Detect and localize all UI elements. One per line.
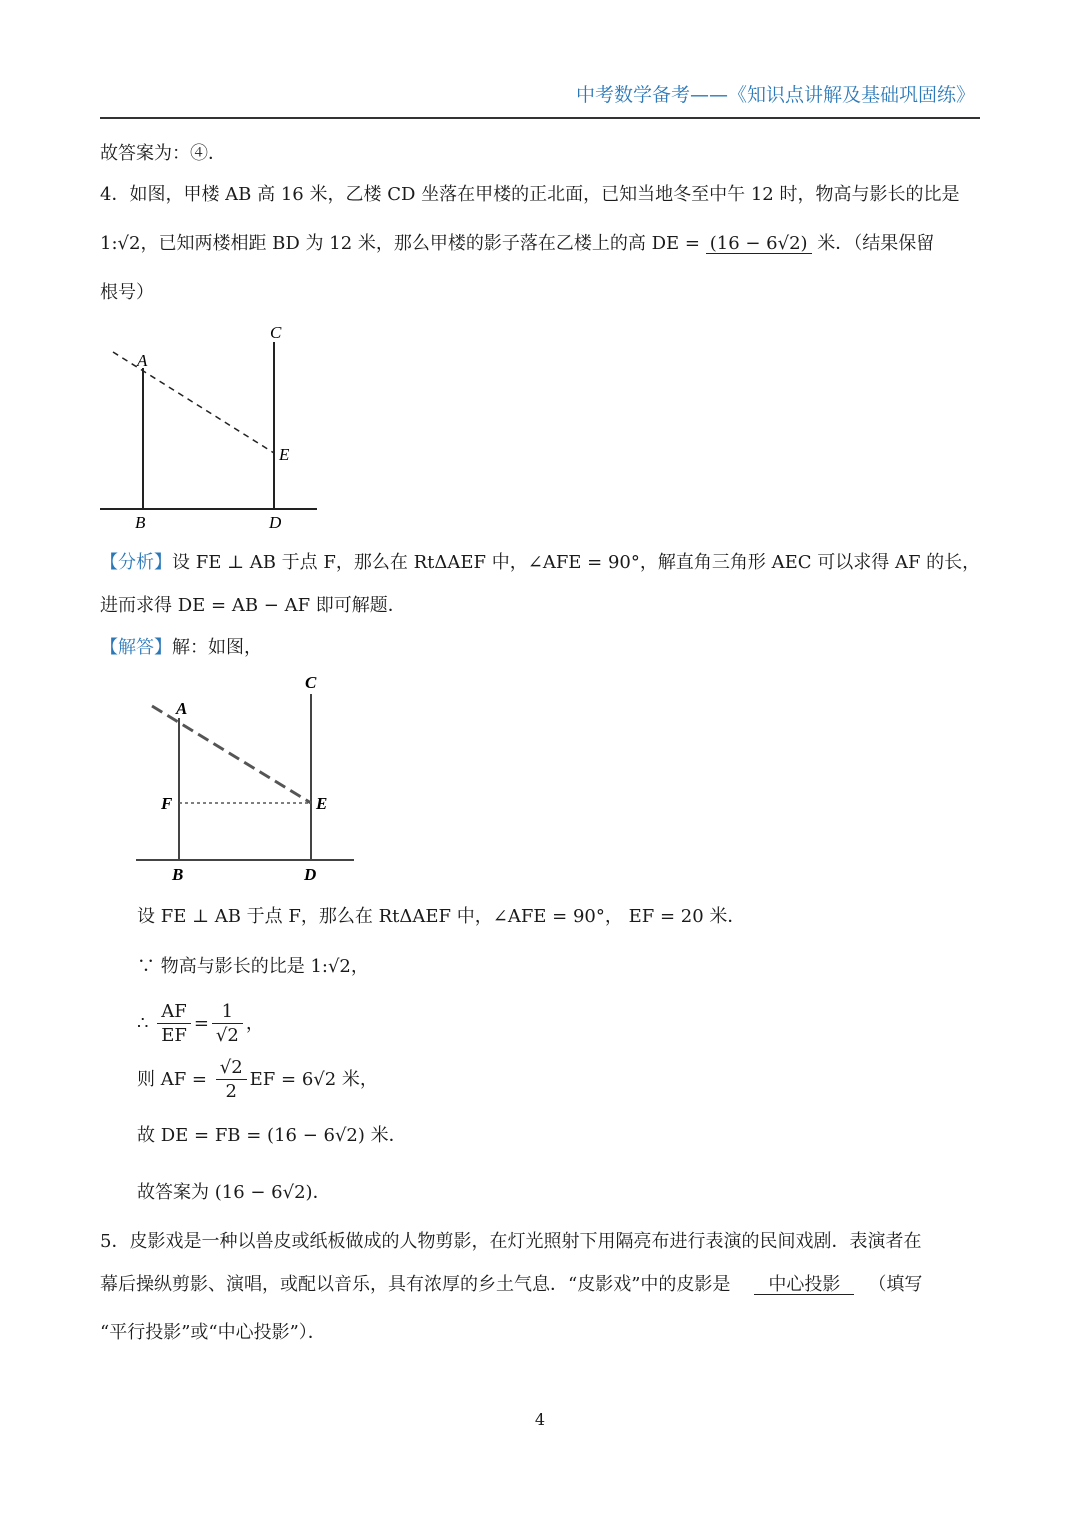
header-rule [100, 117, 980, 119]
q5-line2-pre: 幕后操纵剪影、演唱，或配以音乐，具有浓厚的乡土气息．“皮影戏”中的皮影是 [100, 1274, 731, 1295]
step4-post: EF = 6√2 米， [249, 1068, 378, 1090]
analysis-text-1: 设 FE ⊥ AB 于点 F，那么在 RtΔAEF 中，∠AFE = 90°，解直角三角形 AEC 可以求得 AF 的长， [172, 552, 981, 573]
fraction-numerator: √2 [216, 1056, 247, 1080]
fig1-label-b: B [135, 513, 146, 532]
fig2-label-f: F [161, 794, 173, 813]
q4-line1: 4．如图，甲楼 AB 高 16 米，乙楼 CD 坐落在甲楼的正北面，已知当地冬至中午 12 时，物高与影长的比是 [100, 184, 960, 205]
solution-step1: 设 FE ⊥ AB 于点 F，那么在 RtΔAEF 中，∠AFE = 90°， EF = 20 米． [137, 906, 746, 927]
solution-step5: 故 DE = FB = (16 − 6√2) 米． [137, 1125, 407, 1146]
solution-line [100, 639, 262, 657]
solution-step2: ∵ 物高与影长的比是 1:√2， [137, 956, 369, 977]
q4-line2-pre: 1:√2，已知两楼相距 BD 为 12 米，那么甲楼的影子落在乙楼上的高 DE = [100, 233, 706, 254]
fraction-numerator: AF [157, 1000, 191, 1024]
fraction-denominator: √2 [215, 1025, 239, 1047]
q5-line1: 5．皮影戏是一种以兽皮或纸板做成的人物剪影，在灯光照射下用隔亮布进行表演的民间戏剧．表演者在 [100, 1231, 922, 1252]
comma: ， [245, 1012, 264, 1034]
fraction-1-sqrt2 [212, 1000, 243, 1048]
fraction-af-ef [157, 1000, 191, 1048]
solution-step4 [137, 1056, 378, 1104]
solution-intro: 解：如图， [172, 637, 262, 658]
q4-line3: 根号） [100, 282, 154, 303]
solution-step3 [137, 1000, 264, 1048]
figure-1 [95, 320, 330, 535]
fig1-label-d: D [269, 513, 282, 532]
fig1-label-e: E [279, 445, 290, 464]
q5-answer: 中心投影 [754, 1276, 854, 1295]
solution-tag: 【解答】 [100, 637, 172, 658]
q4-answer: (16 − 6√2) [706, 235, 812, 254]
q5-line2-post: （填写 [868, 1274, 923, 1295]
equals-sign: = [193, 1012, 209, 1034]
analysis-line1 [100, 554, 980, 572]
fig2-label-a: A [176, 699, 188, 718]
fraction-sqrt2-2 [216, 1056, 247, 1104]
fig1-label-a: A [137, 351, 148, 370]
fig2-label-e: E [316, 794, 328, 813]
fraction-denominator: 2 [225, 1081, 237, 1103]
therefore-symbol: ∴ [137, 1012, 149, 1034]
header-title: 中考数学备考——《知识点讲解及基础巩固练》 [575, 84, 975, 106]
q4-line2 [100, 235, 934, 254]
prev-answer: 故答案为：④． [100, 143, 226, 164]
q5-line3: “平行投影”或“中心投影”）． [100, 1322, 326, 1343]
q5-line2 [100, 1276, 922, 1295]
page-number: 4 [534, 1410, 546, 1429]
analysis-tag: 【分析】 [100, 552, 172, 573]
q4-line2-post: 米．（结果保留 [811, 233, 935, 254]
fig1-label-c: C [270, 323, 282, 342]
fraction-denominator: EF [161, 1025, 187, 1047]
step4-pre: 则 AF = [137, 1068, 208, 1090]
figure-2 [130, 668, 370, 888]
solution-step6: 故答案为 (16 − 6√2)． [137, 1182, 331, 1203]
analysis-line2: 进而求得 DE = AB − AF 即可解题． [100, 595, 406, 616]
fig2-label-b: B [172, 865, 184, 884]
fig2-shadow-ray [152, 706, 311, 803]
fig2-label-d: D [304, 865, 317, 884]
fraction-numerator: 1 [212, 1000, 243, 1024]
fig2-label-c: C [305, 673, 317, 692]
